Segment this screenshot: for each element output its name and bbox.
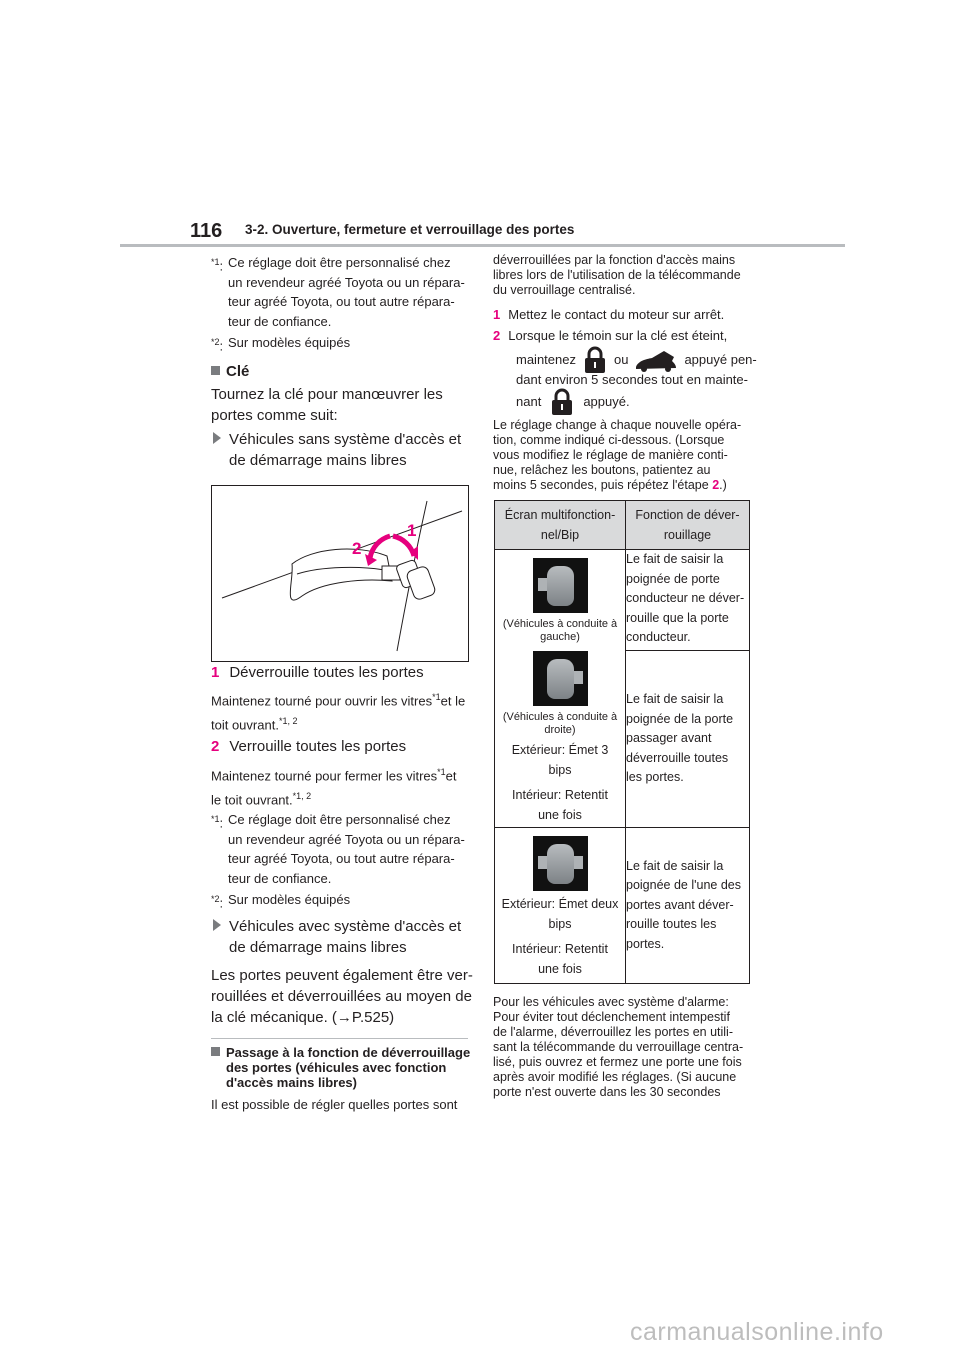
key-door-figure [211,485,469,662]
table-cell-function-row1a [626,550,750,651]
function-line: Le fait de saisir la [626,552,724,566]
table-cell-function-row2 [626,828,750,984]
beep-text: Extérieur: Émet 3 [511,743,609,757]
beep-text: bips [548,762,572,777]
section-body: Il est possible de régler quelles portes sont [211,1097,458,1112]
table-header-display [495,501,626,550]
item-1-note-text: toit ouvrant. [211,717,279,733]
function-line: poignée de porte [626,571,720,586]
footnote-1-mark: *1 [211,257,220,267]
chapter-title: 3-2. Ouverture, fermeture et verrouillage des portes [245,222,575,237]
item-2-note-text: et [445,768,457,784]
item-1-note-sup: *1, 2 [278,716,298,727]
step-2-text: ou [613,352,629,368]
function-line: déverrouille toutes [626,750,729,765]
function-line: Le fait de saisir la [626,858,724,873]
triangle-bullet-icon [213,919,221,931]
intro-line: Tournez la clé pour manœuvrer les [211,386,443,403]
footnote-1-mark: *1 [211,814,220,824]
paragraph-line: Les portes peuvent également être ver- [211,967,473,984]
paragraph-line: de l'alarme, déverrouillez les portes en utili- [493,1025,733,1039]
footnote-1-line: un revendeur agréé Toyota ou un répara- [228,274,465,290]
page-number: 116 [190,220,223,242]
footnote-1-line: Ce réglage doit être personnalisé chez [228,812,451,827]
header-line: Écran multifonction- [504,508,616,522]
beep-text: une fois [538,961,582,976]
paragraph-line: lisé, puis ouvrez et fermez une porte une fois [493,1055,742,1069]
mechanical-key-paragraph [211,965,473,1028]
paragraph-line: tion, comme indiqué ci-dessous. (Lorsque [493,433,725,447]
paragraph-line: sant la télécommande du verrouillage centra- [493,1040,744,1054]
step-2-text: Lorsque le témoin sur la clé est éteint, [508,328,728,343]
subsection-line: de démarrage mains libres [229,452,407,469]
section-heading-cle [211,361,249,382]
header-line: Fonction de déver- [635,508,740,522]
footnote-2-mark: *2 [211,337,220,347]
section-divider [211,1038,468,1039]
footnote-1: $^{*1}$: Ce réglage doit être personnalisé chez un revendeur agréé Toyota ou un répara- teur agréé Toyota, ou tout autre répara- teur de confiance. [211,810,471,888]
item-2-note-text: le toit ouvrant. [211,792,293,808]
car-driver-door-open-lhd-icon [533,558,588,613]
table-cell-function-row1b [626,651,750,828]
function-line: rouille que la porte [626,610,729,625]
setting-note [493,418,758,493]
function-line: rouille toutes les [626,917,717,932]
function-line: les portes. [626,770,684,785]
caption-line: (Véhicules à conduite à [502,618,618,630]
list-item-2 [211,736,406,757]
step-1-text: Mettez le contact du moteur sur arrêt. [508,307,725,322]
list-item-1-number: 1 [211,664,220,681]
step-reference: 2 [712,478,720,492]
paragraph-line: Pour éviter tout déclenchement intempestif [493,1010,730,1024]
item-2-note-sup: *1 [437,767,446,777]
unlock-function-table [494,500,750,984]
item-1-note-text: et le [440,693,466,709]
paragraph-line: la clé mécanique. (→P.525) [211,1009,395,1026]
footnote-1-line: teur de confiance. [228,313,332,329]
step-2-text: appuyé pen- [684,352,757,368]
footnote-1: $^{*1}$: Ce réglage doit être personnalisé chez un revendeur agréé Toyota ou un répara- teur agréé Toyota, ou tout autre répara- teur de confiance. [211,253,471,331]
list-item-2-text: Verrouille toutes les portes [229,738,407,755]
function-line: passager avant [626,731,712,746]
section-heading-unlock-function [211,1045,473,1090]
paragraph-line: .) [719,478,727,492]
function-line: Le fait de saisir la [626,692,724,707]
footnote-2-mark: *2 [211,894,220,904]
footnote-1-line: teur de confiance. [228,870,332,886]
section-heading-line: d'accès mains libres) [226,1075,357,1090]
paragraph-line: vous modifiez le réglage de manière conti- [493,448,728,462]
paragraph-line: du verrouillage centralisé. [493,283,636,297]
step-2-number: 2 [493,328,501,343]
footnote-2: $^{*2}$: Sur modèles équipés [211,333,471,356]
subsection-without-keyless [213,429,461,471]
function-line: poignée de l'une des [626,878,741,893]
step-2-text: maintenez [516,352,576,368]
header-line: rouillage [663,528,712,542]
function-line: poignée de la porte [626,711,734,726]
square-bullet-icon [211,1047,220,1056]
table-cell-display-row2 [495,828,626,984]
beep-text: Extérieur: Émet deux [501,897,619,911]
paragraph-line: moins 5 secondes, puis répétez l'étape [493,478,713,492]
footnote-2-text: Sur modèles équipés [228,892,351,907]
header-line: nel/Bip [540,528,580,542]
step-1-number: 1 [493,307,501,322]
intro-paragraph [211,384,443,426]
footnote-2: $^{*2}$: Sur modèles équipés [211,890,471,913]
triangle-bullet-icon [213,432,221,444]
paragraph-line: après avoir modifié les réglages. (Si aucune [493,1070,737,1084]
alarm-note [493,995,761,1100]
lock-icon [549,388,575,416]
figure-label-2: 2 [352,539,362,558]
item-2-note-sup: *1, 2 [292,791,312,802]
footnote-1-line: teur agréé Toyota, ou tout autre répara- [228,851,455,866]
list-item-1-text: Déverrouille toutes les portes [229,664,424,681]
step-1 [493,305,724,325]
footnote-2-text: Sur modèles équipés [228,335,351,350]
intro-line: portes comme suit: [211,407,338,424]
footnotes-top [211,253,471,356]
subsection-with-keyless [213,916,461,958]
square-bullet-icon [211,366,220,375]
paragraph-line: libres lors de l'utilisation de la télécommande [493,268,741,282]
car-driver-door-open-rhd-icon [533,651,588,706]
watermark: carmanualsonline.info [630,1318,884,1346]
table-cell-display-row1 [495,550,626,828]
function-line: conducteur. [626,630,691,644]
item-1-note-sup: *1 [432,692,441,702]
item-1-note-text: Maintenez tourné pour ouvrir les vitres [211,693,433,709]
subsection-line: Véhicules sans système d'accès et [229,431,462,448]
item-1-note [211,687,473,736]
figure-label-1: 1 [407,521,417,540]
item-2-note-text: Maintenez tourné pour fermer les vitres [211,768,438,784]
caption-line: (Véhicules à conduite à [502,711,618,723]
caption-line: gauche) [540,631,580,643]
footnote-1-line: un revendeur agréé Toyota ou un répara- [228,831,465,847]
function-line: portes. [626,936,665,951]
right-intro [493,253,753,298]
list-item-1 [211,662,424,683]
beep-text: Intérieur: Retentit [512,788,608,802]
beep-text: une fois [538,807,582,822]
section-heading-line: des portes (véhicules avec fonction [226,1060,447,1075]
section-heading-cle-text: Clé [226,363,250,380]
step-2-line-3: dant environ 5 secondes tout en mainte- [516,372,748,387]
table-header-function [626,501,750,550]
function-line: conducteur ne déver- [626,591,745,605]
car-all-doors-open-icon [533,836,588,891]
door-handle-illustration [212,486,468,661]
beep-text: Intérieur: Retentit [512,942,608,956]
beep-text: bips [548,916,572,931]
paragraph-line: Le réglage change à chaque nouvelle opéra- [493,418,742,432]
paragraph-line: porte n'est ouverte dans les 30 secondes [493,1085,721,1099]
caption-line: droite) [544,724,576,736]
subsection-line: Véhicules avec système d'accès et [229,918,462,935]
step-2 [493,326,727,346]
step-2-line-4 [516,388,630,416]
step-2-text: appuyé. [583,394,630,410]
function-line: portes avant déver- [626,897,734,912]
item-2-note [211,762,473,811]
header-rule [120,244,845,247]
step-2-text: nant [516,394,542,410]
paragraph-line: déverrouillées par la fonction d'accès mains [493,253,736,267]
list-item-2-number: 2 [211,738,220,755]
footnote-1-line: teur agréé Toyota, ou tout autre répara- [228,294,455,309]
footnote-1-line: Ce réglage doit être personnalisé chez [228,255,451,270]
paragraph-line: Pour les véhicules avec système d'alarme: [493,995,729,1009]
paragraph-line: nue, relâchez les boutons, patientez au [493,463,711,477]
section-heading-line: Passage à la fonction de déverrouillage [226,1045,471,1060]
paragraph-line: rouillées et déverrouillées au moyen de [211,988,472,1005]
footnotes-mid [211,810,471,913]
subsection-line: de démarrage mains libres [229,939,407,956]
